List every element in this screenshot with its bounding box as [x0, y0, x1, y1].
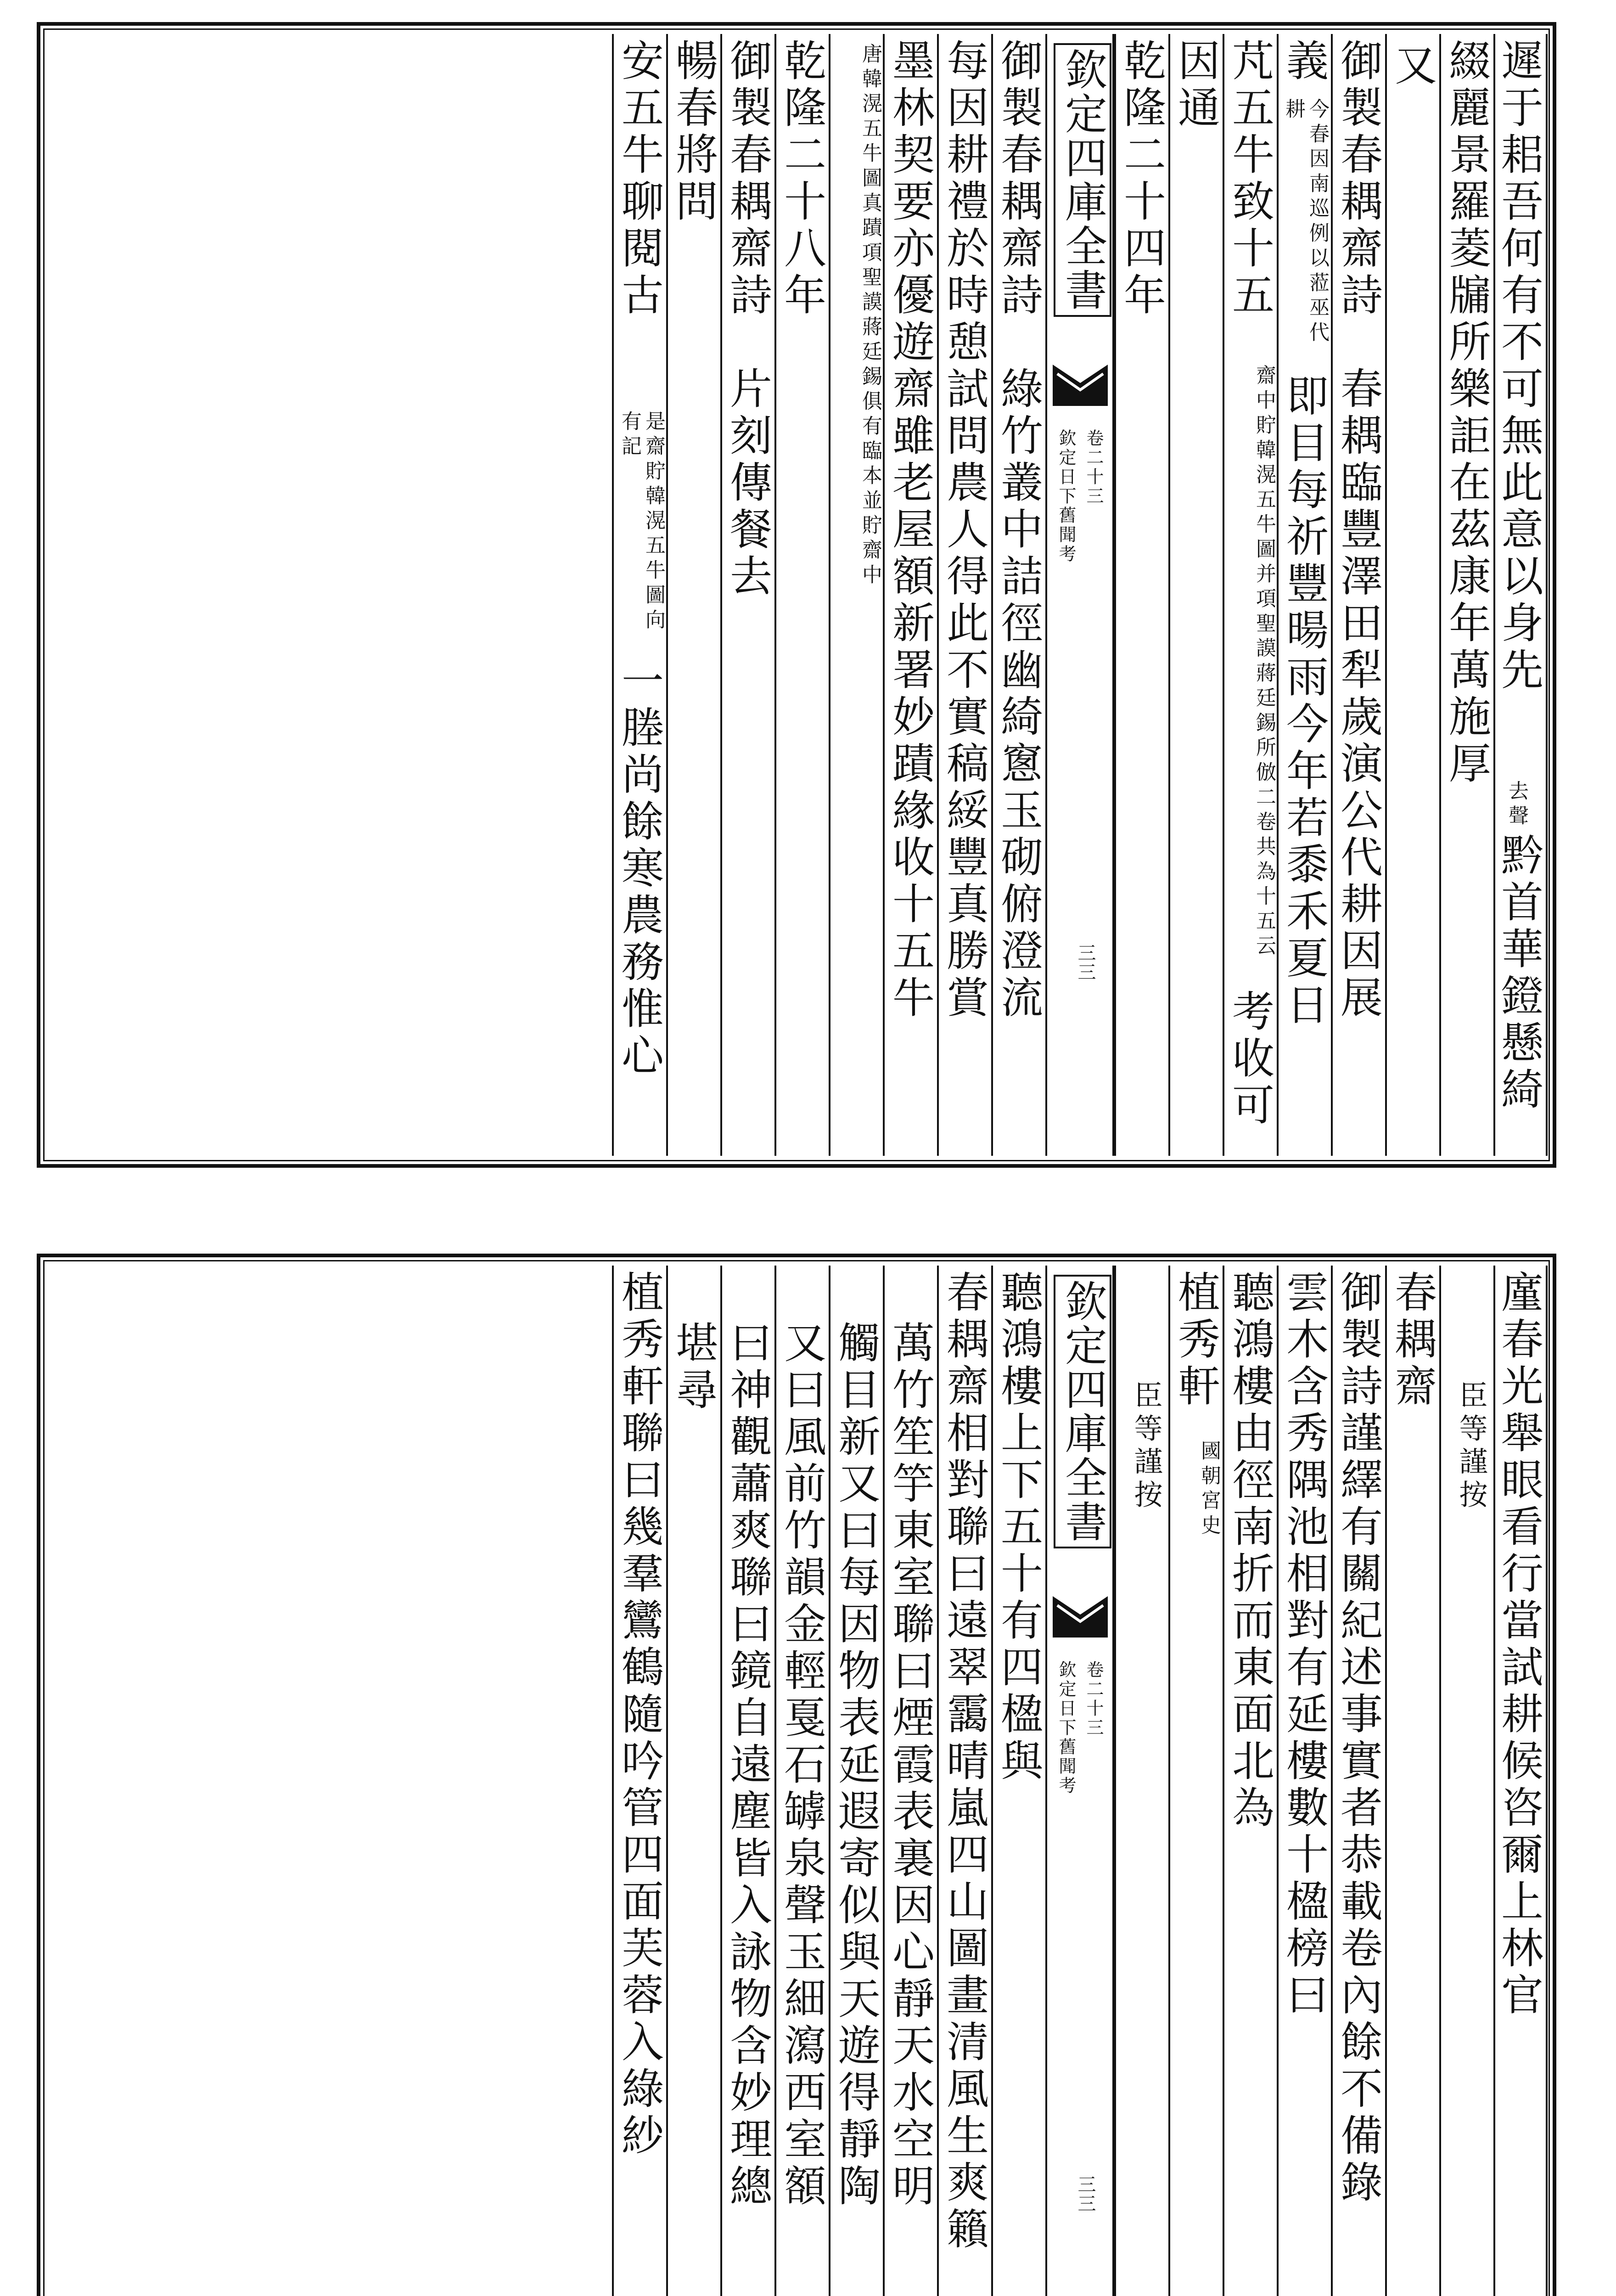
- text-column: [720, 34, 774, 1156]
- column-text: 因通: [1171, 39, 1220, 132]
- top-page: [37, 22, 1556, 1168]
- spine-subtitle: 欽定日下舊聞考: [1056, 1660, 1076, 1795]
- column-text: 廑春光舉眼看行當試耕候咨爾上林官: [1494, 1270, 1543, 2020]
- spine-subtitle: 欽定日下舊聞考: [1056, 429, 1076, 564]
- text-column: [1114, 1266, 1168, 2296]
- inline-note: 今春因南巡例以蒞巫代耕: [1282, 98, 1329, 346]
- column-text: 芃五牛致十五: [1225, 39, 1274, 320]
- text-column: [612, 34, 666, 1156]
- column-text: 植秀軒聯曰幾羣鸞鶴隨吟管四面芙蓉入綠紗: [615, 1270, 664, 2160]
- text-column: [1385, 34, 1439, 1156]
- column-text: 植秀軒: [1171, 1270, 1220, 1411]
- text-column: [1331, 34, 1385, 1156]
- column-text: 又: [1388, 43, 1437, 90]
- column-text: 御製春耦齋詩 春耦臨豐澤田犁歲演公代耕因展: [1334, 39, 1383, 1022]
- text-column: [1493, 1266, 1548, 2296]
- bottom-page: [37, 1254, 1556, 2296]
- column-text: 春耦齋相對聯曰遠翠靄晴嵐四山圖畫清風生爽籟: [940, 1270, 989, 2254]
- folio-number: 三三: [1075, 943, 1096, 982]
- text-column: [1331, 1266, 1385, 2296]
- inline-note: 臣等謹按: [1454, 1380, 1488, 1513]
- text-column: [612, 1266, 666, 2296]
- column-text: 聽鴻樓上下五十有四楹與: [994, 1270, 1043, 1785]
- inline-note: 去聲: [1505, 780, 1528, 830]
- folio-number: 三三: [1075, 2175, 1096, 2213]
- text-column: [774, 1266, 829, 2296]
- text-column: [774, 34, 829, 1156]
- text-column: [1168, 1266, 1223, 2296]
- column-text: 御製春耦齋詩 片刻傳餐去: [723, 39, 772, 601]
- spine-volume: 卷二十三: [1083, 429, 1104, 506]
- text-column: [1277, 1266, 1331, 2296]
- column-text: 萬竹笙竽東室聯曰煙霞表裏因心靜天水空明: [886, 1321, 935, 2211]
- text-column: [1223, 34, 1277, 1156]
- column-text: 每因耕禮於時憩試問農人得此不實稿綏豐真勝賞: [940, 39, 989, 1022]
- column-text: 春耦齋: [1388, 1270, 1437, 1411]
- text-column: [991, 34, 1045, 1156]
- column-text: 綴麗景羅菱牖所樂詎在茲康年萬施厚: [1442, 39, 1491, 788]
- text-column: [1114, 34, 1168, 1156]
- text-column: [883, 34, 937, 1156]
- text-column: [1168, 34, 1223, 1156]
- inline-note: 唐韓滉五牛圖真蹟項聖謨蔣廷錫俱有臨本並貯齋中: [858, 43, 882, 589]
- column-text: 雲木含秀隅池相對有延樓數十楹榜曰: [1279, 1270, 1329, 2020]
- column-text: 墨林契要亦優遊齋雖老屋額新署妙蹟緣收十五牛: [886, 39, 935, 1022]
- column-text: 黔首華鐙懸綺: [1494, 833, 1543, 1114]
- text-column: [991, 1266, 1045, 2296]
- column-text: 觸目新又曰每因物表延遐寄似與天遊得靜陶: [831, 1321, 881, 2211]
- text-column: [666, 34, 720, 1156]
- text-column: [1223, 1266, 1277, 2296]
- inline-note: 臣等謹按: [1129, 1380, 1163, 1513]
- text-column: [1439, 1266, 1493, 2296]
- fish-tail-mark-icon: [1053, 365, 1108, 406]
- fish-tail-mark-icon: [1053, 1596, 1108, 1638]
- column-text: 安五牛聊閱古: [615, 39, 664, 320]
- column-text: 又曰風前竹韻金輕戛石罅泉聲玉細瀉西室額: [777, 1321, 826, 2211]
- text-column: [883, 1266, 937, 2296]
- column-text: 考收可: [1225, 989, 1274, 1130]
- text-column: [829, 34, 883, 1156]
- column-text: 曰神觀蕭爽聯曰鏡自遠塵皆入詠物含妙理總: [723, 1321, 772, 2211]
- spine-title: 欽定四庫全書: [1054, 43, 1111, 317]
- book-spine: [1045, 1266, 1114, 2296]
- spine-volume: 卷二十三: [1083, 1660, 1104, 1738]
- inline-note: 國朝宮史: [1197, 1440, 1221, 1539]
- text-column: [1493, 34, 1548, 1156]
- spine-title: 欽定四庫全書: [1054, 1275, 1111, 1548]
- text-column: [829, 1266, 883, 2296]
- column-text: 御製詩謹繹有關紀述事實者恭載卷內餘不備錄: [1334, 1270, 1383, 2207]
- text-column: [937, 1266, 991, 2296]
- column-text: 乾隆二十八年: [777, 39, 826, 320]
- column-text: 遲于耜吾何有不可無此意以身先: [1494, 39, 1543, 694]
- inline-note: 齋中貯韓滉五牛圖并項聖謨蔣廷錫所倣二卷共為十五云: [1252, 365, 1276, 960]
- column-text: 聽鴻樓由徑南折而東面北為: [1225, 1270, 1274, 1832]
- column-text: 義: [1279, 39, 1329, 85]
- text-column: [937, 34, 991, 1156]
- book-spine: [1045, 34, 1114, 1156]
- column-text: 即目每祈豐暘雨今年若黍禾夏日: [1279, 374, 1329, 1030]
- column-text: 堪尋: [669, 1321, 718, 1414]
- column-text: 一塍尚餘寒農務惟心: [615, 658, 664, 1080]
- text-column: [1385, 1266, 1439, 2296]
- column-text: 御製春耦齋詩 綠竹叢中詰徑幽綺窻玉砌俯澄流: [994, 39, 1043, 1022]
- text-column: [1277, 34, 1331, 1156]
- inline-note: 是齋貯韓滉五牛圖向有記: [618, 411, 665, 634]
- text-column: [720, 1266, 774, 2296]
- column-text: 乾隆二十四年: [1117, 39, 1166, 320]
- text-column: [666, 1266, 720, 2296]
- column-text: 暢春將問: [669, 39, 718, 226]
- text-column: [1439, 34, 1493, 1156]
